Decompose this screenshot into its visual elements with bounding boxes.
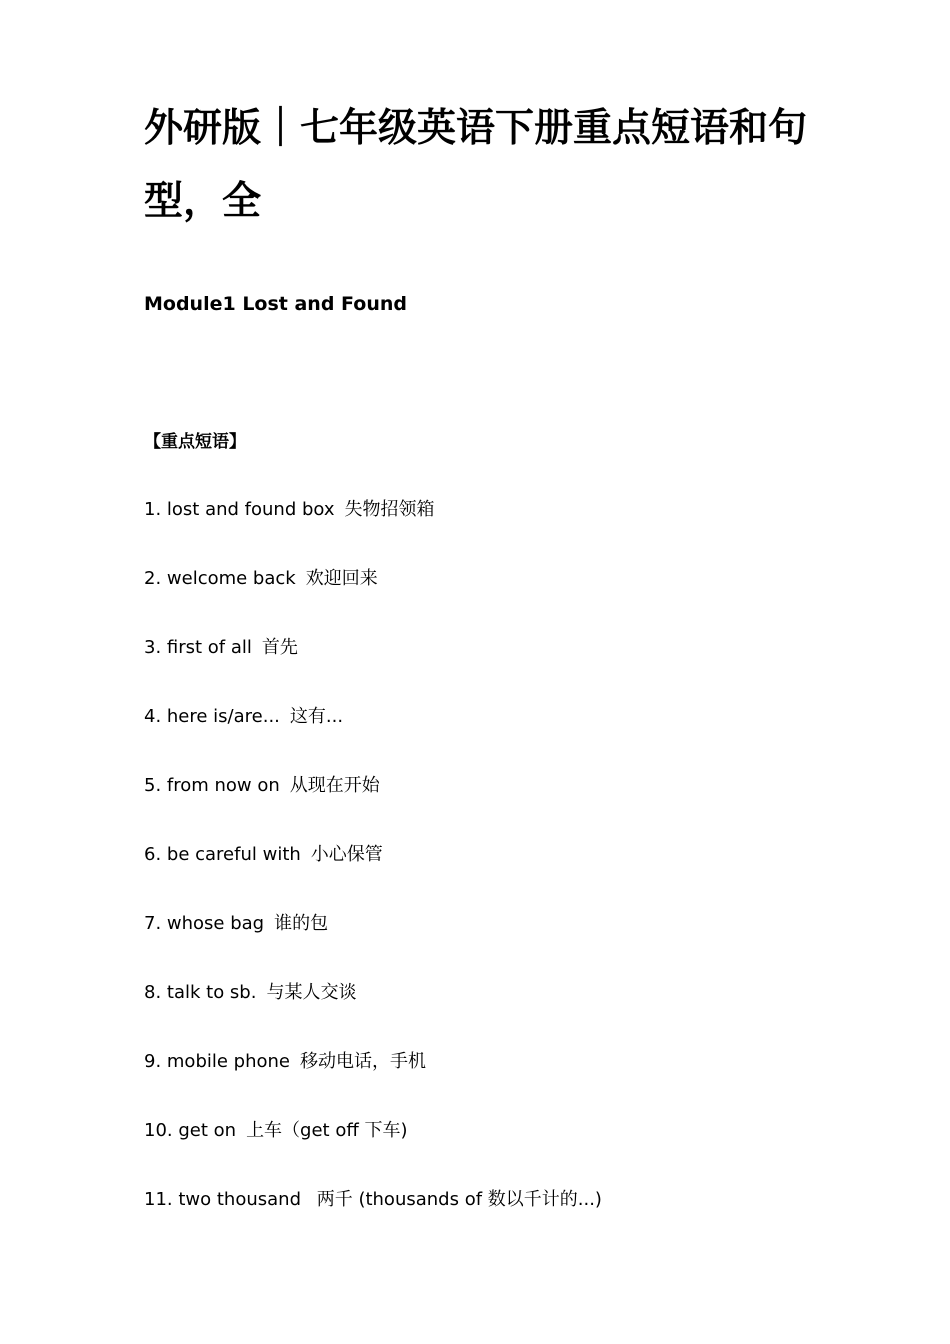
phrase-english: 4. here is/are...	[144, 706, 280, 727]
phrase-chinese: 欢迎回来	[305, 568, 378, 589]
phrase-english: 5. from now on	[144, 775, 280, 796]
phrase-chinese: 上车（get off 下车)	[246, 1120, 408, 1141]
phrase-english: 6. be careful with	[144, 844, 301, 865]
phrase-item	[144, 1186, 602, 1255]
phrase-item	[144, 910, 602, 979]
phrase-english: 11. two thousand	[144, 1189, 301, 1210]
module-heading: Module1 Lost and Found	[144, 293, 407, 315]
phrase-chinese: 首先	[261, 637, 298, 658]
section-heading: 【重点短语】	[144, 432, 246, 452]
phrase-chinese: 两千 (thousands of 数以千计的...)	[311, 1189, 602, 1210]
phrase-chinese: 小心保管	[310, 844, 383, 865]
phrase-english: 2. welcome back	[144, 568, 296, 589]
phrase-english: 9. mobile phone	[144, 1051, 290, 1072]
document-title: 外研版｜七年级英语下册重点短语和句型，全	[144, 106, 808, 224]
phrase-item	[144, 979, 602, 1048]
phrase-list	[144, 496, 602, 1255]
phrase-english: 8. talk to sb.	[144, 982, 257, 1003]
phrase-chinese: 失物招领箱	[344, 499, 435, 520]
phrase-item	[144, 496, 602, 565]
phrase-chinese: 这有...	[289, 706, 344, 727]
phrase-english: 3. first of all	[144, 637, 252, 658]
phrase-english: 7. whose bag	[144, 913, 265, 934]
phrase-item	[144, 1048, 602, 1117]
phrase-item	[144, 703, 602, 772]
phrase-item	[144, 841, 602, 910]
phrase-item	[144, 565, 602, 634]
phrase-english: 1. lost and found box	[144, 499, 335, 520]
phrase-item	[144, 772, 602, 841]
phrase-chinese: 从现在开始	[289, 775, 380, 796]
phrase-item	[144, 634, 602, 703]
phrase-item	[144, 1117, 602, 1186]
phrase-chinese: 与某人交谈	[266, 982, 357, 1003]
phrase-chinese: 移动电话，手机	[300, 1051, 426, 1072]
phrase-english: 10. get on	[144, 1120, 237, 1141]
phrase-chinese: 谁的包	[274, 913, 329, 934]
